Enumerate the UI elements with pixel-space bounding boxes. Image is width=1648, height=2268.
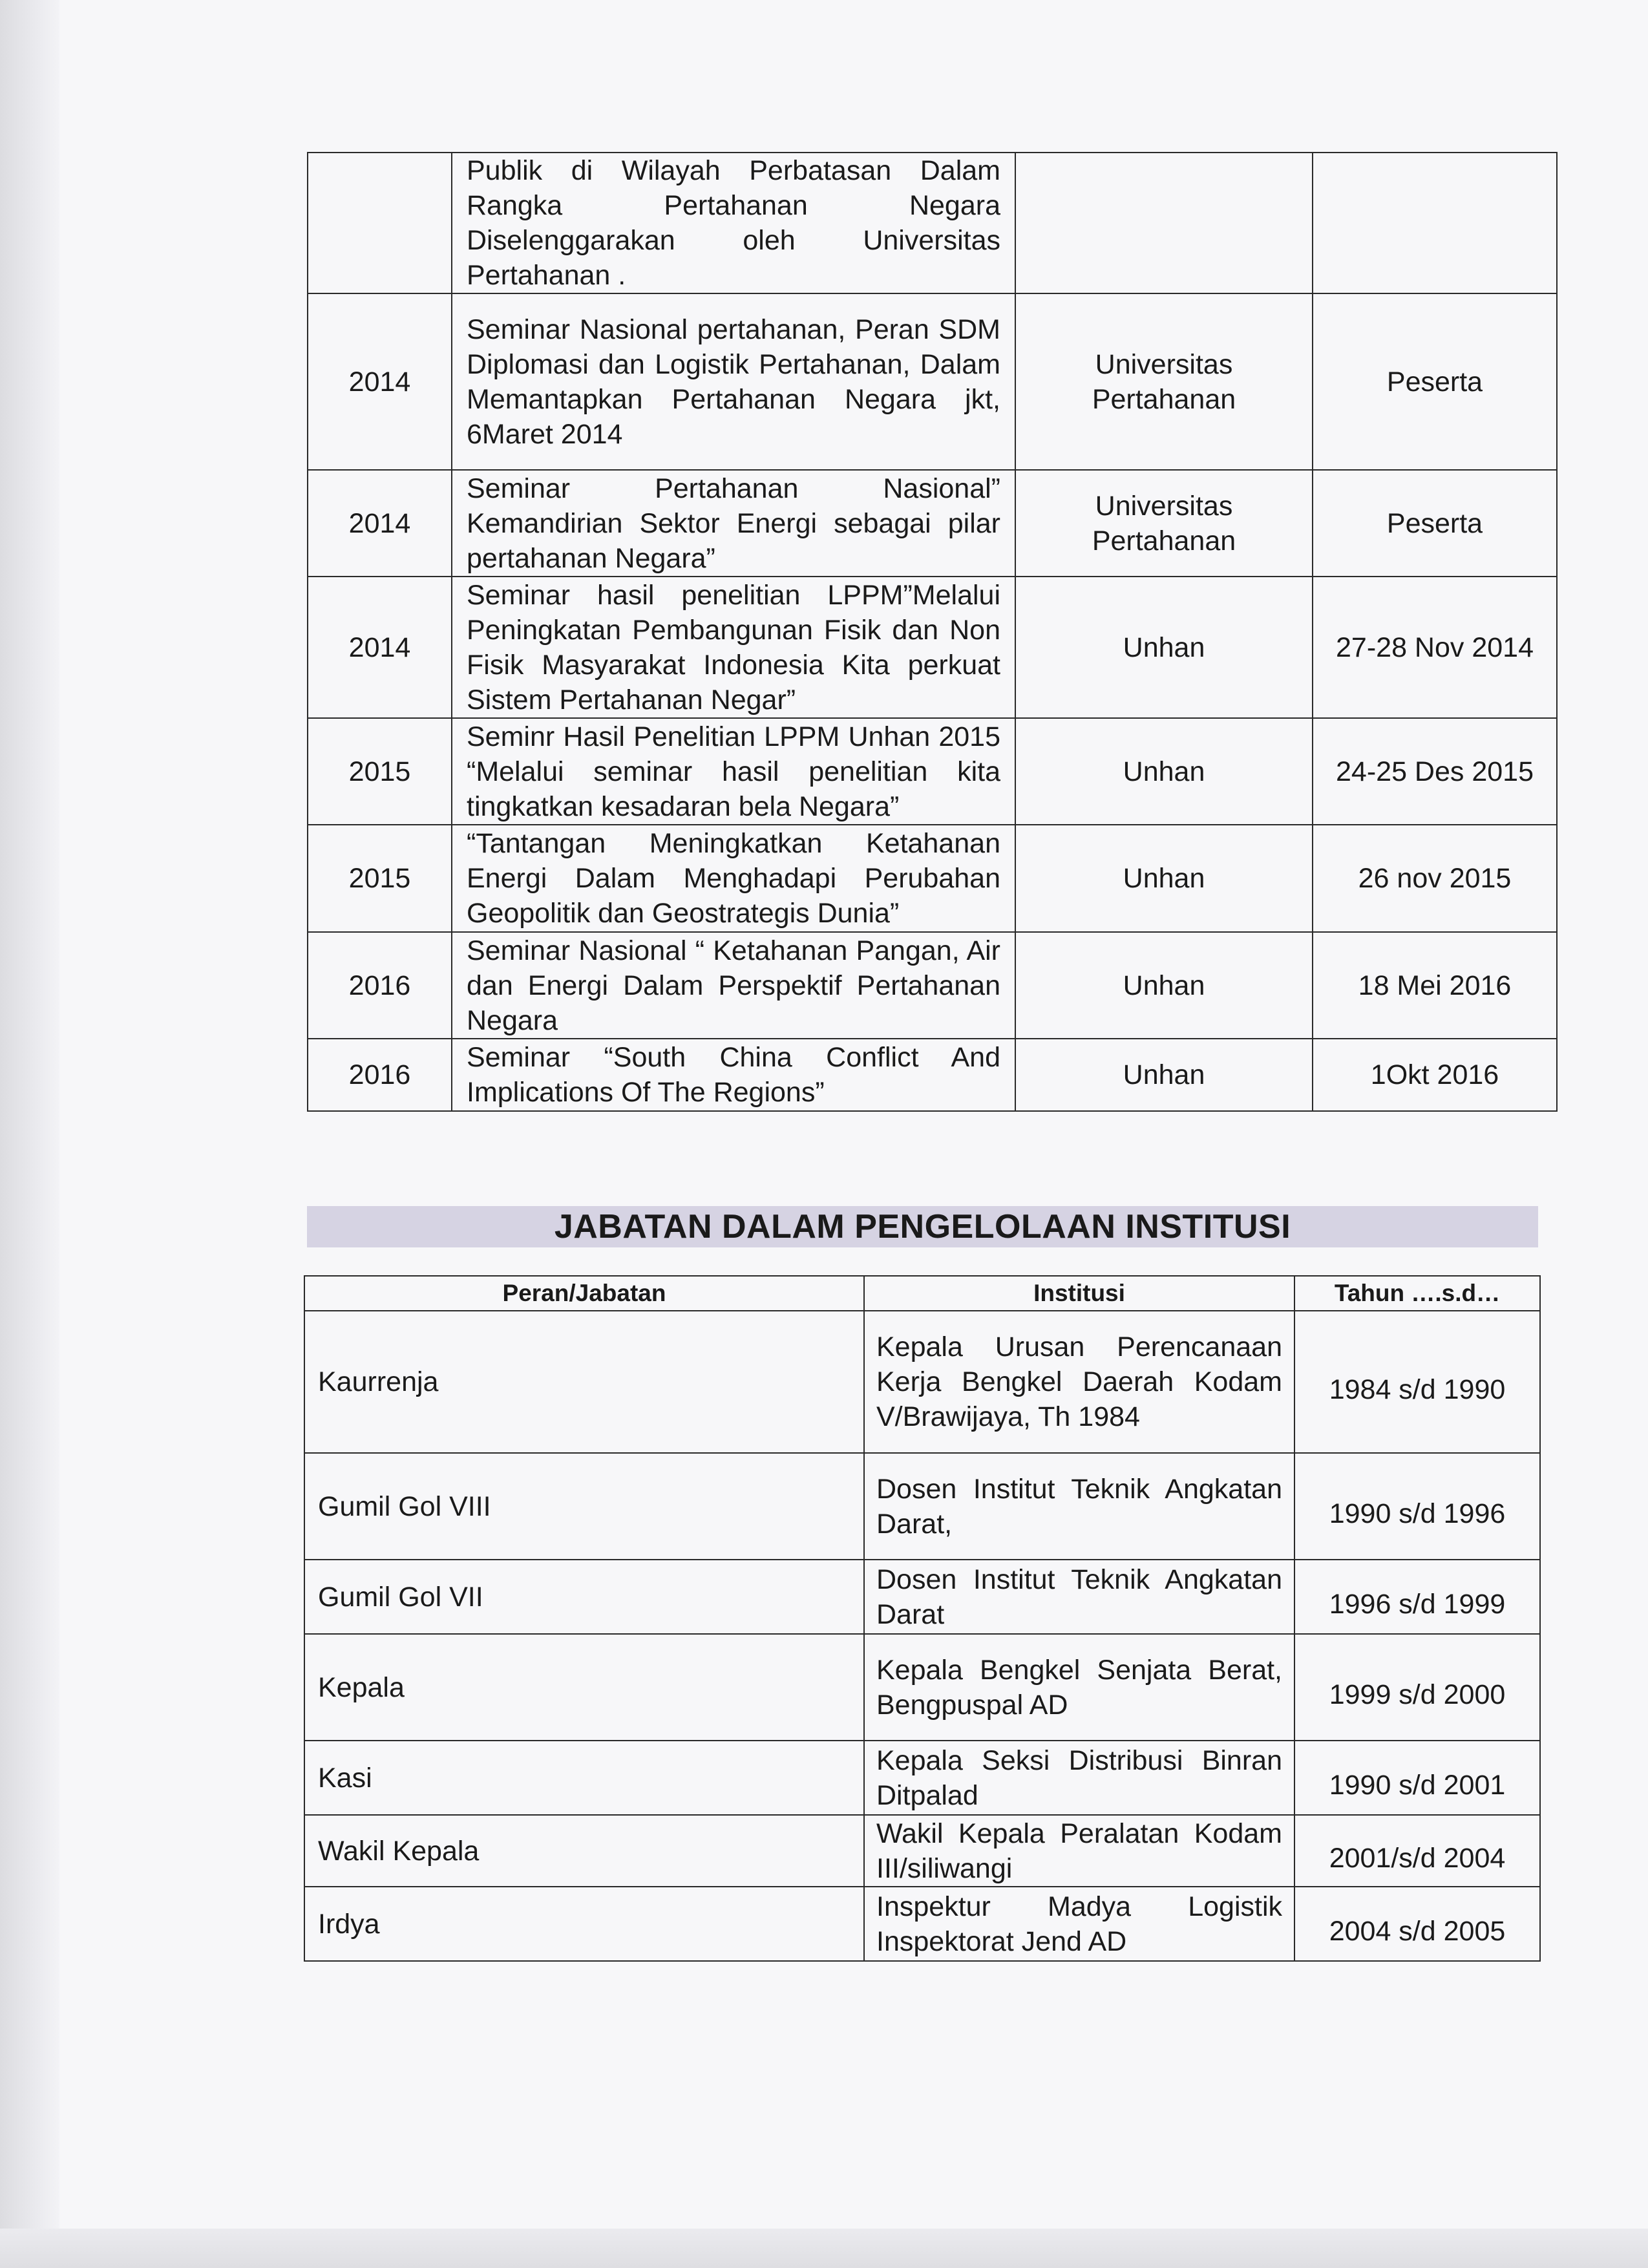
jabatan-institusi: Kepala Urusan Perencanaan Kerja Bengkel Daerah Kodam V/Brawijaya, Th 1984 [864, 1311, 1294, 1453]
seminar-table [307, 152, 1558, 1112]
seminar-institution: Unhan [1015, 825, 1313, 932]
jabatan-institusi: Wakil Kepala Peralatan Kodam III/siliwangi [864, 1815, 1294, 1887]
seminar-role: Peserta [1313, 293, 1557, 470]
jabatan-tahun: 1990 s/d 2001 [1294, 1741, 1540, 1815]
scan-bottom-edge [0, 2229, 1648, 2268]
table-row [308, 470, 1557, 577]
header-peran: Peran/Jabatan [304, 1276, 864, 1311]
seminar-institution: Universitas Pertahanan [1015, 470, 1313, 577]
table-row [308, 577, 1557, 718]
table-row [308, 153, 1557, 293]
seminar-topic: Publik di Wilayah Perbatasan Dalam Rangka Pertahanan Negara Diselenggarakan oleh Universitas Pertahanan . [452, 153, 1015, 293]
seminar-topic: Seminar Pertahanan Nasional” Kemandirian Sektor Energi sebagai pilar pertahanan Negara” [452, 470, 1015, 577]
jabatan-institusi: Kepala Bengkel Senjata Berat, Bengpuspal AD [864, 1634, 1294, 1741]
seminar-year: 2014 [308, 470, 452, 577]
seminar-role: 26 nov 2015 [1313, 825, 1557, 932]
table-row [304, 1453, 1540, 1560]
seminar-institution: Unhan [1015, 1039, 1313, 1111]
header-tahun: Tahun ….s.d… [1294, 1276, 1540, 1311]
jabatan-institusi: Kepala Seksi Distribusi Binran Ditpalad [864, 1741, 1294, 1815]
table-row [304, 1311, 1540, 1453]
table-row [308, 932, 1557, 1039]
jabatan-peran: Irdya [304, 1887, 864, 1961]
seminar-role: 24-25 Des 2015 [1313, 718, 1557, 825]
section-title: JABATAN DALAM PENGELOLAAN INSTITUSI [554, 1208, 1291, 1245]
seminar-topic: “Tantangan Meningkatkan Ketahanan Energi Dalam Menghadapi Perubahan Geopolitik dan Geostrategis Dunia” [452, 825, 1015, 932]
table-row [308, 825, 1557, 932]
seminar-institution: Unhan [1015, 932, 1313, 1039]
jabatan-peran: Kaurrenja [304, 1311, 864, 1453]
jabatan-tahun: 2004 s/d 2005 [1294, 1887, 1540, 1961]
jabatan-peran: Gumil Gol VIII [304, 1453, 864, 1560]
jabatan-institusi: Dosen Institut Teknik Angkatan Darat, [864, 1453, 1294, 1560]
table-row [308, 1039, 1557, 1111]
seminar-year: 2014 [308, 293, 452, 470]
table-row [304, 1815, 1540, 1887]
table-row [304, 1887, 1540, 1961]
jabatan-peran: Kasi [304, 1741, 864, 1815]
jabatan-peran: Kepala [304, 1634, 864, 1741]
table-row [304, 1634, 1540, 1741]
seminar-topic: Seminar Nasional pertahanan, Peran SDM Diplomasi dan Logistik Pertahanan, Dalam Memantapkan Pertahanan Negara jkt, 6Maret 2014 [452, 293, 1015, 470]
jabatan-tahun: 1984 s/d 1990 [1294, 1311, 1540, 1453]
seminar-role: 1Okt 2016 [1313, 1039, 1557, 1111]
scan-left-edge [0, 0, 59, 2268]
seminar-year: 2016 [308, 932, 452, 1039]
jabatan-tahun: 1999 s/d 2000 [1294, 1634, 1540, 1741]
jabatan-peran: Wakil Kepala [304, 1815, 864, 1887]
seminar-year: 2015 [308, 825, 452, 932]
seminar-role: 27-28 Nov 2014 [1313, 577, 1557, 718]
jabatan-institusi: Dosen Institut Teknik Angkatan Darat [864, 1560, 1294, 1634]
seminar-year [308, 153, 452, 293]
seminar-institution [1015, 153, 1313, 293]
seminar-role: 18 Mei 2016 [1313, 932, 1557, 1039]
jabatan-institusi: Inspektur Madya Logistik Inspektorat Jend AD [864, 1887, 1294, 1961]
jabatan-tahun: 1990 s/d 1996 [1294, 1453, 1540, 1560]
seminar-role: Peserta [1313, 470, 1557, 577]
seminar-topic: Seminr Hasil Penelitian LPPM Unhan 2015 “Melalui seminar hasil penelitian kita tingkatkan kesadaran bela Negara” [452, 718, 1015, 825]
seminar-topic: Seminar hasil penelitian LPPM”Melalui Peningkatan Pembangunan Fisik dan Non Fisik Masyarakat Indonesia Kita perkuat Sistem Pertahanan Negar” [452, 577, 1015, 718]
jabatan-tahun: 2001/s/d 2004 [1294, 1815, 1540, 1887]
table-row [308, 293, 1557, 470]
seminar-institution: Universitas Pertahanan [1015, 293, 1313, 470]
seminar-year: 2016 [308, 1039, 452, 1111]
table-row [304, 1560, 1540, 1634]
table-row [308, 718, 1557, 825]
jabatan-peran: Gumil Gol VII [304, 1560, 864, 1634]
seminar-institution: Unhan [1015, 577, 1313, 718]
table-header-row [304, 1276, 1540, 1311]
seminar-topic: Seminar “South China Conflict And Implications Of The Regions” [452, 1039, 1015, 1111]
jabatan-tahun: 1996 s/d 1999 [1294, 1560, 1540, 1634]
table-row [304, 1741, 1540, 1815]
header-institusi: Institusi [864, 1276, 1294, 1311]
jabatan-table [304, 1275, 1541, 1962]
seminar-topic: Seminar Nasional “ Ketahanan Pangan, Air dan Energi Dalam Perspektif Pertahanan Negara [452, 932, 1015, 1039]
seminar-year: 2015 [308, 718, 452, 825]
seminar-institution: Unhan [1015, 718, 1313, 825]
seminar-year: 2014 [308, 577, 452, 718]
seminar-role [1313, 153, 1557, 293]
